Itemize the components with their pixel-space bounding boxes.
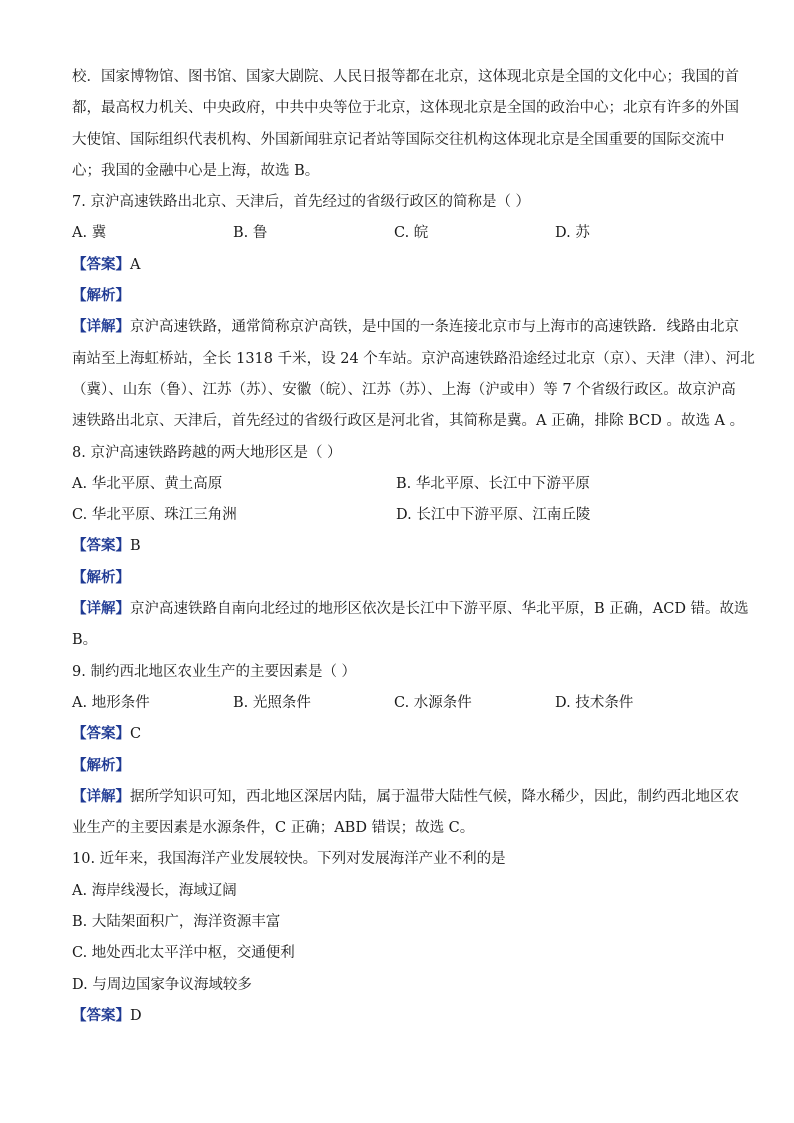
analysis-line <box>72 563 724 594</box>
answer-value: A <box>130 256 141 273</box>
question-10 <box>72 844 724 1032</box>
analysis-line <box>72 751 724 782</box>
options-row <box>72 218 724 249</box>
analysis-label: 【解析】 <box>72 569 130 586</box>
question-8 <box>72 438 749 657</box>
intro-line: 都，最高权力机关、中央政府，中共中央等位于北京，这体现北京是全国的政治中心；北京有许多的外国 <box>72 100 739 117</box>
option-b: B. 大陆架面积广，海洋资源丰富 <box>72 914 281 931</box>
answer-line <box>72 250 724 281</box>
intro-paragraph <box>72 62 739 187</box>
option-b: B. 光照条件 <box>233 694 311 711</box>
intro-line: 大使馆、国际组织代表机构、外国新闻驻京记者站等国际交往机构这体现北京是全国重要的国际交流中 <box>72 131 725 148</box>
option-a: A. 冀 <box>72 225 107 242</box>
question-stem: 10. 近年来，我国海洋产业发展较快。下列对发展海洋产业不利的是 <box>72 851 506 868</box>
detail-label: 【详解】 <box>72 788 130 805</box>
detail-label: 【详解】 <box>72 319 130 336</box>
detail-line: 业生产的主要因素是水源条件，C 正确；ABD 错误；故选 C。 <box>72 820 475 837</box>
detail-text: 京沪高速铁路，通常简称京沪高铁，是中国的一条连接北京市与上海市的高速铁路．线路由北京 <box>130 319 739 336</box>
answer-value: D <box>130 1007 142 1024</box>
option-b: B. 华北平原、长江中下游平原 <box>396 475 590 492</box>
question-9 <box>72 657 739 845</box>
options-row <box>72 469 724 500</box>
analysis-label: 【解析】 <box>72 757 130 774</box>
intro-line: 校．国家博物馆、图书馆、国家大剧院、人民日报等都在北京，这体现北京是全国的文化中心；我国的首 <box>72 69 739 85</box>
option-b: B. 鲁 <box>233 225 268 242</box>
answer-line <box>72 1001 724 1032</box>
answer-label: 【答案】 <box>72 1007 130 1024</box>
answer-line <box>72 531 724 562</box>
option-c: C. 水源条件 <box>394 694 472 711</box>
question-stem: 7. 京沪高速铁路出北京、天津后，首先经过的省级行政区的简称是（ ） <box>72 194 531 211</box>
option-d: D. 长江中下游平原、江南丘陵 <box>396 507 591 524</box>
detail-line: （冀）、山东（鲁）、江苏（苏）、安徽（皖）、江苏（苏）、上海（沪或申）等 7 个省级行政区。故京沪高 <box>72 381 736 398</box>
option-c: C. 皖 <box>394 225 429 242</box>
answer-line <box>72 719 724 750</box>
options-row <box>72 500 724 531</box>
intro-line: 心；我国的金融中心是上海，故选 B。 <box>72 162 320 179</box>
option-a: A. 华北平原、黄土高原 <box>72 475 223 492</box>
option-a: A. 地形条件 <box>72 694 150 711</box>
answer-label: 【答案】 <box>72 256 130 273</box>
detail-text: 京沪高速铁路自南向北经过的地形区依次是长江中下游平原、华北平原，B 正确，ACD 错。故选 <box>130 601 749 618</box>
answer-label: 【答案】 <box>72 726 130 743</box>
question-stem: 9. 制约西北地区农业生产的主要因素是（ ） <box>72 663 357 680</box>
detail-line: 速铁路出北京、天津后，首先经过的省级行政区是河北省，其简称是冀。A 正确，排除 BCD 。故选 A 。 <box>72 413 745 430</box>
answer-label: 【答案】 <box>72 538 130 555</box>
option-c: C. 华北平原、珠江三角洲 <box>72 507 237 524</box>
options-row <box>72 688 724 719</box>
detail-line: 南站至上海虹桥站，全长 1318 千米，设 24 个车站。京沪高速铁路沿途经过北京（京）、天津（津）、河北 <box>72 350 755 367</box>
option-c: C. 地处西北太平洋中枢，交通便利 <box>72 945 295 962</box>
answer-value: C <box>130 726 142 743</box>
analysis-line <box>72 281 724 312</box>
option-a: A. 海岸线漫长，海域辽阔 <box>72 882 237 899</box>
detail-line <box>72 594 749 625</box>
answer-value: B <box>130 538 141 555</box>
detail-line: B。 <box>72 632 98 649</box>
question-stem: 8. 京沪高速铁路跨越的两大地形区是（ ） <box>72 444 342 461</box>
analysis-label: 【解析】 <box>72 288 130 305</box>
detail-line <box>72 312 739 343</box>
detail-text: 据所学知识可知，西北地区深居内陆，属于温带大陆性气候，降水稀少，因此，制约西北地区农 <box>130 788 739 805</box>
document-page <box>72 62 755 1032</box>
option-d: D. 技术条件 <box>555 694 634 711</box>
detail-line <box>72 782 739 813</box>
detail-label: 【详解】 <box>72 601 130 618</box>
option-d: D. 苏 <box>555 225 590 242</box>
option-d: D. 与周边国家争议海域较多 <box>72 976 252 993</box>
question-7 <box>72 187 755 437</box>
